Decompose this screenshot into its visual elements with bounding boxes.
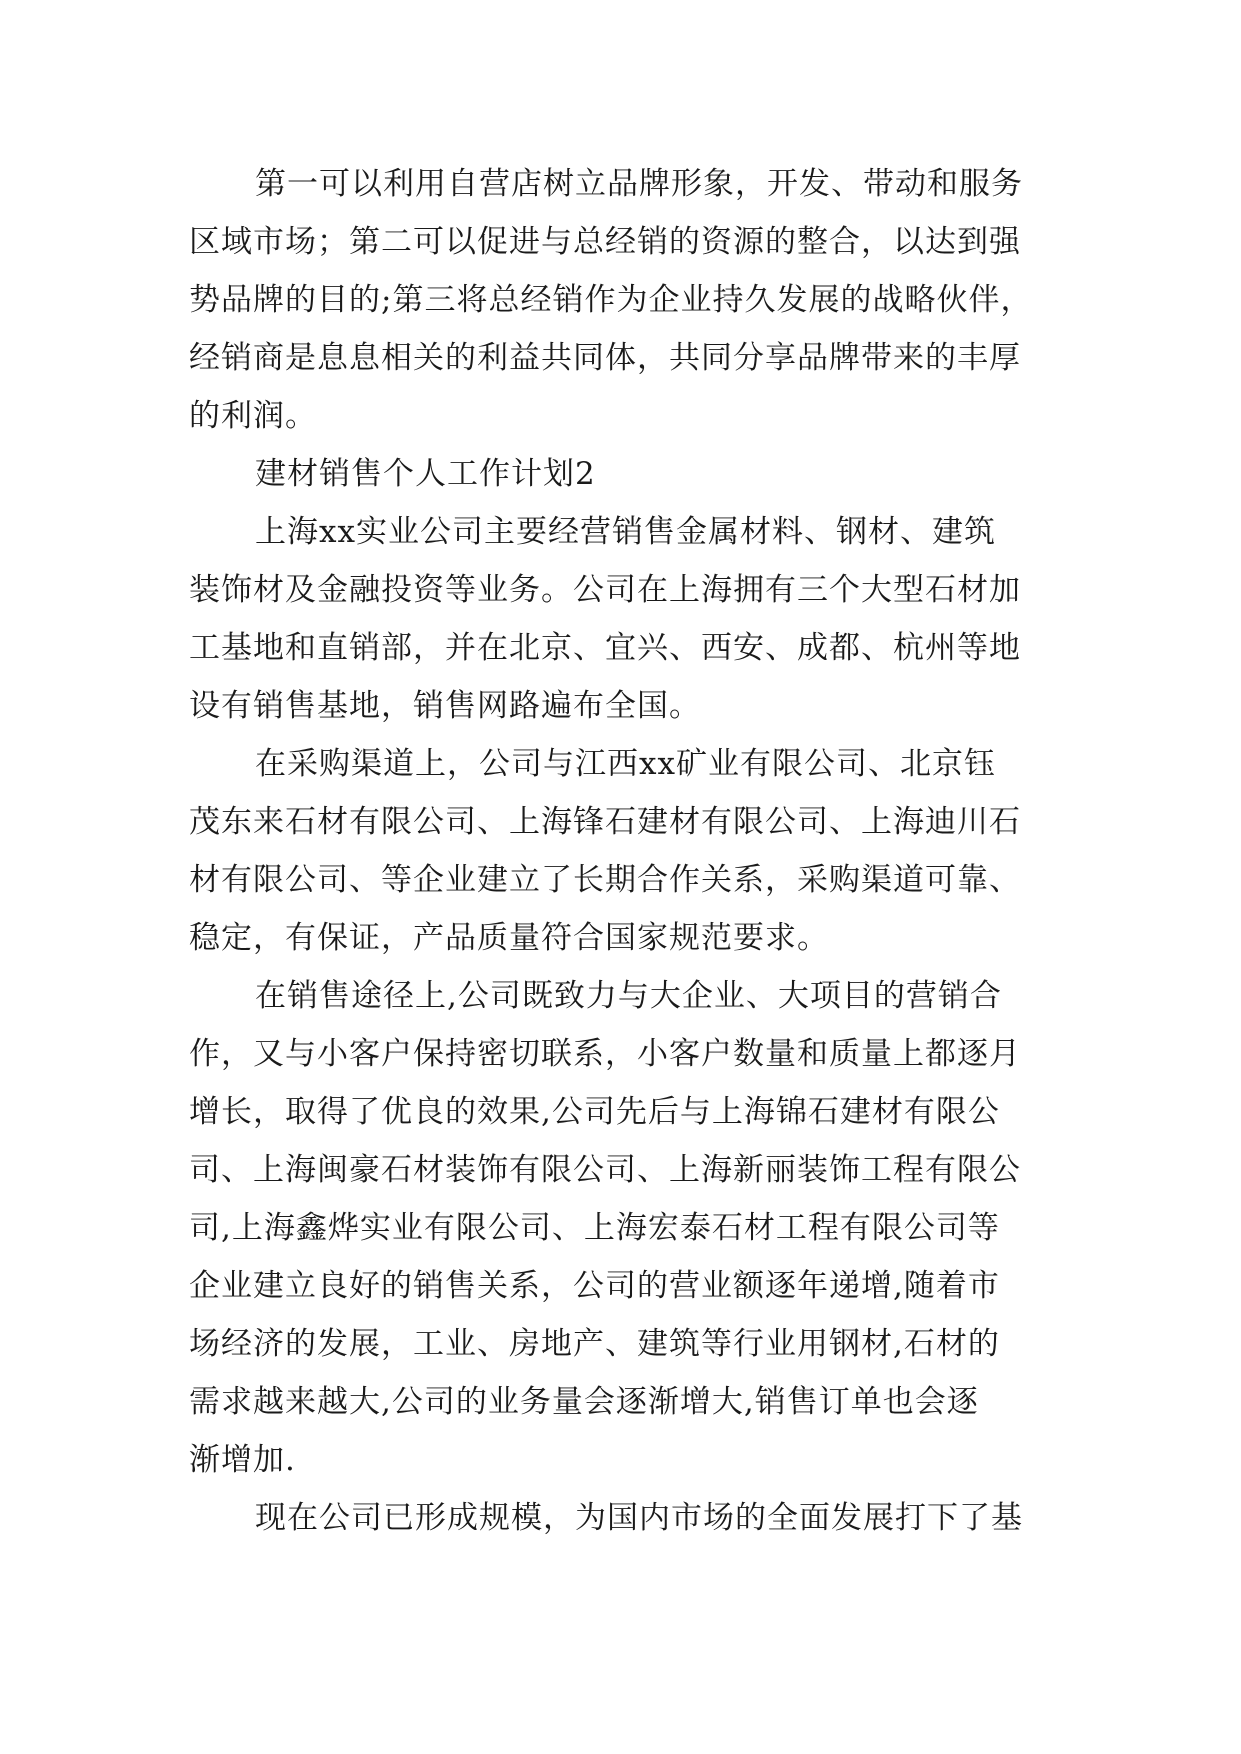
paragraph	[189, 503, 1079, 735]
text-line: 司、上海闽豪石材装饰有限公司、上海新丽装饰工程有限公	[189, 1152, 1021, 1188]
text-line: 区域市场；第二可以促进与总经销的资源的整合，以达到强	[189, 224, 1021, 260]
paragraph	[189, 735, 1079, 967]
text-line: 需求越来越大,公司的业务量会逐渐增大,销售订单也会逐	[189, 1384, 979, 1420]
text-line: 场经济的发展，工业、房地产、建筑等行业用钢材,石材的	[189, 1326, 1000, 1362]
text-line: 在销售途径上,公司既致力与大企业、大项目的营销合	[255, 978, 1002, 1014]
heading-line: 建材销售个人工作计划2	[255, 456, 596, 492]
text-line: 增长，取得了优良的效果,公司先后与上海锦石建材有限公	[189, 1094, 1000, 1130]
text-line: 上海xx实业公司主要经营销售金属材料、钢材、建筑	[255, 514, 996, 550]
text-line: 在采购渠道上，公司与江西xx矿业有限公司、北京钰	[255, 746, 996, 782]
paragraph	[189, 1489, 1079, 1547]
text-line: 第一可以利用自营店树立品牌形象，开发、带动和服务	[255, 166, 1023, 202]
text-line: 材有限公司、等企业建立了长期合作关系，采购渠道可靠、	[189, 862, 1021, 898]
text-line: 势品牌的目的;第三将总经销作为企业持久发展的战略伙伴，	[189, 282, 1033, 318]
paragraph	[189, 155, 1079, 445]
text-line: 装饰材及金融投资等业务。公司在上海拥有三个大型石材加	[189, 572, 1021, 608]
text-line: 现在公司已形成规模，为国内市场的全面发展打下了基	[255, 1500, 1023, 1536]
text-line: 设有销售基地，销售网路遍布全国。	[189, 688, 701, 724]
text-line: 渐增加.	[189, 1442, 296, 1478]
text-line: 作，又与小客户保持密切联系，小客户数量和质量上都逐月	[189, 1036, 1021, 1072]
text-line: 的利润。	[189, 398, 317, 434]
section-heading	[189, 445, 1079, 503]
text-line: 司,上海鑫烨实业有限公司、上海宏泰石材工程有限公司等	[189, 1210, 1000, 1246]
text-line: 茂东来石材有限公司、上海锋石建材有限公司、上海迪川石	[189, 804, 1021, 840]
document-body	[189, 155, 1079, 1547]
paragraph	[189, 967, 1079, 1489]
text-line: 企业建立良好的销售关系，公司的营业额逐年递增,随着市	[189, 1268, 1000, 1304]
text-line: 稳定，有保证，产品质量符合国家规范要求。	[189, 920, 829, 956]
text-line: 经销商是息息相关的利益共同体，共同分享品牌带来的丰厚	[189, 340, 1021, 376]
text-line: 工基地和直销部，并在北京、宜兴、西安、成都、杭州等地	[189, 630, 1021, 666]
